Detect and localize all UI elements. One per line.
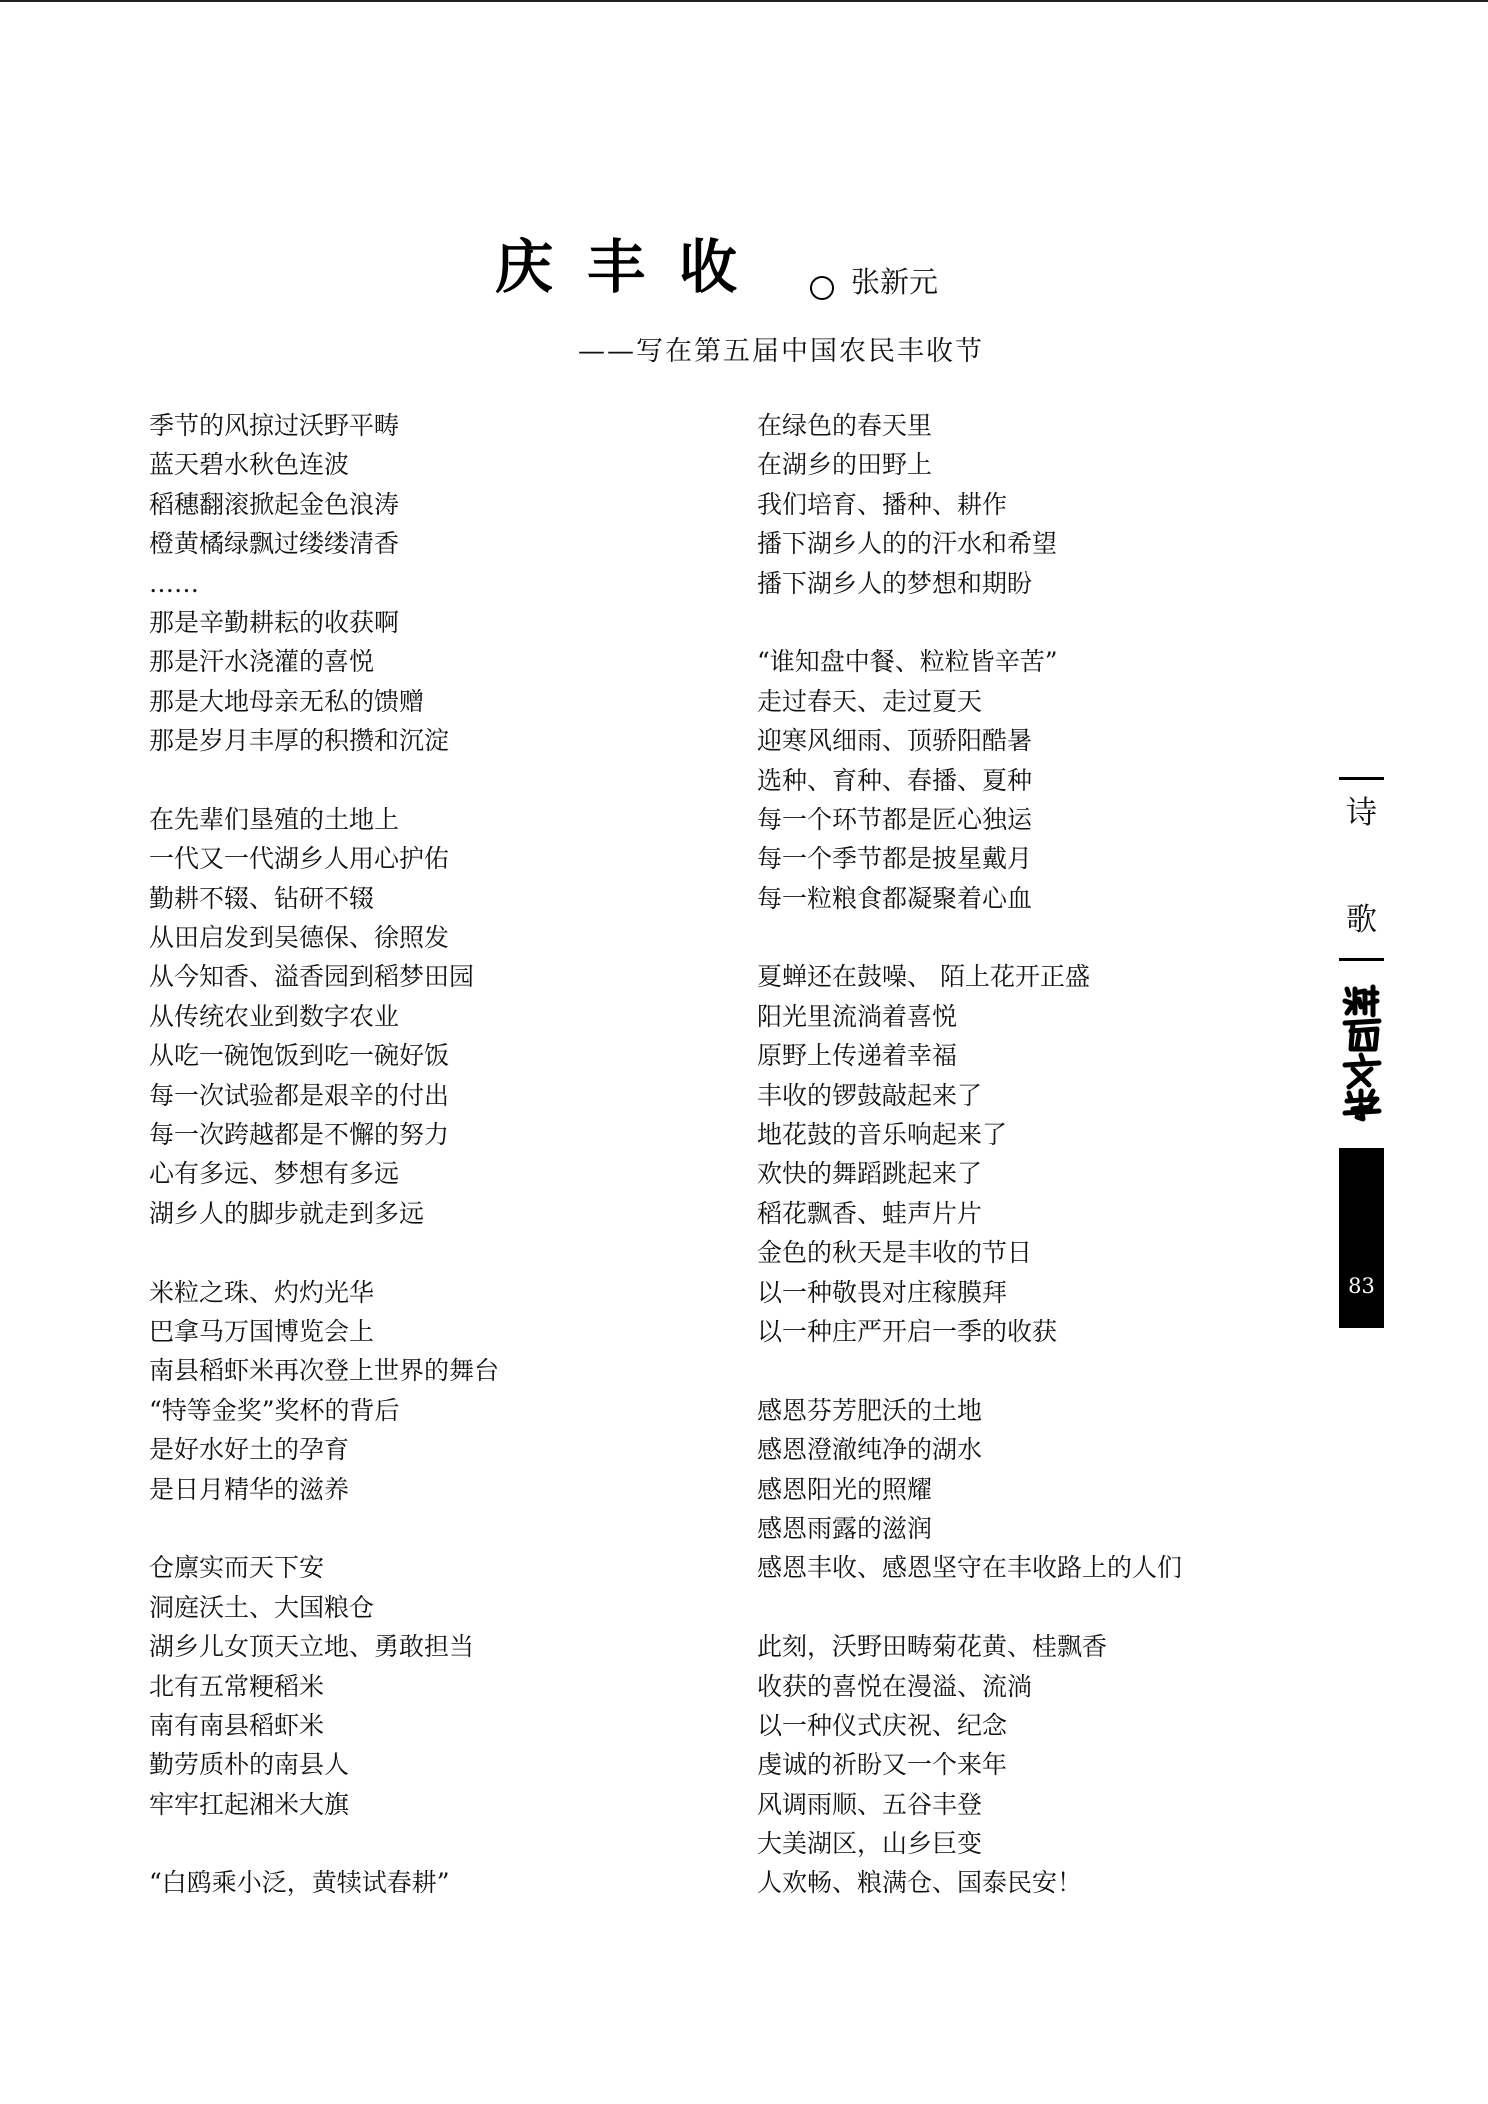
- poem-line: 南有南县稻虾米: [149, 1710, 325, 1740]
- author-circle-mark: [810, 276, 834, 300]
- poem-line: “特等金奖”奖杯的背后: [149, 1395, 400, 1425]
- top-border-rule: [0, 0, 1488, 2]
- poem-title: 庆丰收: [495, 233, 772, 301]
- poem-line: [149, 761, 709, 800]
- poem-subtitle: ——写在第五届中国农民丰收节: [578, 336, 984, 367]
- poem-right-column: [757, 406, 1317, 1903]
- poem-line: 一代又一代湖乡人用心护佑: [149, 844, 450, 874]
- poem-line: 欢快的舞蹈跳起来了: [757, 1159, 983, 1189]
- poem-line: 巴拿马万国博览会上: [149, 1316, 375, 1346]
- poem-line: [757, 1588, 1317, 1627]
- poem-line: 稻穗翻滚掀起金色浪涛: [149, 489, 400, 519]
- poem-line: 选种、育种、春播、夏种: [757, 765, 1033, 795]
- poem-line: 牢牢扛起湘米大旗: [149, 1789, 350, 1819]
- poem-line: 以一种敬畏对庄稼膜拜: [757, 1277, 1008, 1307]
- poem-line: 橙黄橘绿飘过缕缕清香: [149, 529, 400, 559]
- poem-line: 大美湖区，山乡巨变: [757, 1829, 983, 1859]
- poem-line: 每一次试验都是艰辛的付出: [149, 1080, 450, 1110]
- poem-line: 原野上传递着幸福: [757, 1041, 958, 1071]
- poem-line: 仓廪实而天下安: [149, 1553, 325, 1583]
- poem-line: [757, 918, 1317, 957]
- poem-line: [149, 1509, 709, 1548]
- poem-line: 感恩雨露的滋润: [757, 1513, 933, 1543]
- poem-line: 每一个季节都是披星戴月: [757, 844, 1033, 874]
- poem-line: 每一次跨越都是不懈的努力: [149, 1120, 450, 1150]
- poem-line: 蓝天碧水秋色连波: [149, 450, 350, 480]
- poem-line: 北有五常粳稻米: [149, 1671, 325, 1701]
- poem-line: 金色的秋天是丰收的节日: [757, 1238, 1033, 1268]
- poem-line: 感恩丰收、感恩坚守在丰收路上的人们: [757, 1553, 1183, 1583]
- section-label-char-2: 歌: [1346, 902, 1377, 938]
- poem-line: 在绿色的春天里: [757, 411, 933, 440]
- poem-line: 勤劳质朴的南县人: [149, 1750, 350, 1780]
- poem-line: 从田启发到吴德保、徐照发: [149, 923, 450, 953]
- poem-line: 阳光里流淌着喜悦: [757, 1001, 958, 1031]
- poem-line: 每一粒粮食都凝聚着心血: [757, 883, 1033, 913]
- poem-line: 那是岁月丰厚的积攒和沉淀: [149, 726, 450, 756]
- poem-author: 张新元: [851, 265, 939, 299]
- poem-line: 米粒之珠、灼灼光华: [149, 1277, 375, 1307]
- poem-line: 我们培育、播种、耕作: [757, 489, 1008, 519]
- poem-line: 那是辛勤耕耘的收获啊: [149, 607, 400, 637]
- poem-line: 是好水好土的孕育: [149, 1435, 350, 1465]
- poem-line: 在先辈们垦殖的土地上: [149, 804, 400, 834]
- poem-line: 那是汗水浇灌的喜悦: [149, 647, 375, 677]
- poem-line: [149, 1824, 709, 1863]
- magazine-logo: [1339, 983, 1384, 1123]
- poem-line: “谁知盘中餐、粒粒皆辛苦”: [757, 647, 1058, 677]
- sidebar-top-rule: [1339, 777, 1384, 780]
- sidebar-mid-rule: [1339, 958, 1384, 961]
- poem-line: 洞庭沃土、大国粮仓: [149, 1592, 375, 1622]
- poem-line: 此刻，沃野田畴菊花黄、桂飘香: [757, 1632, 1108, 1662]
- poem-line: 感恩阳光的照耀: [757, 1474, 933, 1504]
- poem-line: 季节的风掠过沃野平畴: [149, 411, 400, 440]
- poem-line: 稻花飘香、蛙声片片: [757, 1198, 983, 1228]
- poem-line: 地花鼓的音乐响起来了: [757, 1120, 1008, 1150]
- poem-line: 人欢畅、粮满仓、国泰民安！: [757, 1868, 1083, 1898]
- poem-line: 心有多远、梦想有多远: [149, 1159, 400, 1189]
- poem-line: 从吃一碗饱饭到吃一碗好饭: [149, 1041, 450, 1071]
- poem-line: 湖乡人的脚步就走到多远: [149, 1198, 425, 1228]
- poem-line: 南县稻虾米再次登上世界的舞台: [149, 1356, 500, 1386]
- poem-line: 是日月精华的滋养: [149, 1474, 350, 1504]
- poem-line: 那是大地母亲无私的馈赠: [149, 686, 425, 716]
- page-number: 83: [1348, 1274, 1375, 1298]
- poem-line: 以一种庄严开启一季的收获: [757, 1316, 1058, 1346]
- poem-line: 以一种仪式庆祝、纪念: [757, 1710, 1008, 1740]
- poem-line: 播下湖乡人的的汗水和希望: [757, 529, 1058, 559]
- poem-line: 收获的喜悦在漫溢、流淌: [757, 1671, 1033, 1701]
- poem-line: 从传统农业到数字农业: [149, 1001, 400, 1031]
- poem-line: 从今知香、溢香园到稻梦田园: [149, 962, 475, 992]
- poem-line: 夏蝉还在鼓噪、 陌上花开正盛: [757, 962, 1090, 992]
- poem-line: [757, 1351, 1317, 1390]
- poem-line: 感恩澄澈纯净的湖水: [757, 1435, 983, 1465]
- poem-line: 每一个环节都是匠心独运: [757, 804, 1033, 834]
- poem-line: 风调雨顺、五谷丰登: [757, 1789, 983, 1819]
- poem-line: 虔诚的祈盼又一个来年: [757, 1750, 1008, 1780]
- poem-line: 感恩芬芳肥沃的土地: [757, 1395, 983, 1425]
- poem-line: ……: [149, 568, 199, 598]
- poem-line: 在湖乡的田野上: [757, 450, 933, 480]
- poem-line: 播下湖乡人的梦想和期盼: [757, 568, 1033, 598]
- poem-line: 迎寒风细雨、顶骄阳酷暑: [757, 726, 1033, 756]
- poem-line: 走过春天、走过夏天: [757, 686, 983, 716]
- poem-line: “白鸥乘小泛，黄犊试春耕”: [149, 1868, 450, 1898]
- poem-line: 湖乡儿女顶天立地、勇敢担当: [149, 1632, 475, 1662]
- poem-line: [149, 1233, 709, 1272]
- poem-line: 丰收的锣鼓敲起来了: [757, 1080, 983, 1110]
- sidebar-black-bar: [1339, 1148, 1384, 1328]
- poem-line: [757, 603, 1317, 642]
- poem-left-column: [149, 406, 709, 1903]
- section-label-char-1: 诗: [1346, 795, 1377, 831]
- poem-line: 勤耕不辍、钻研不辍: [149, 883, 375, 913]
